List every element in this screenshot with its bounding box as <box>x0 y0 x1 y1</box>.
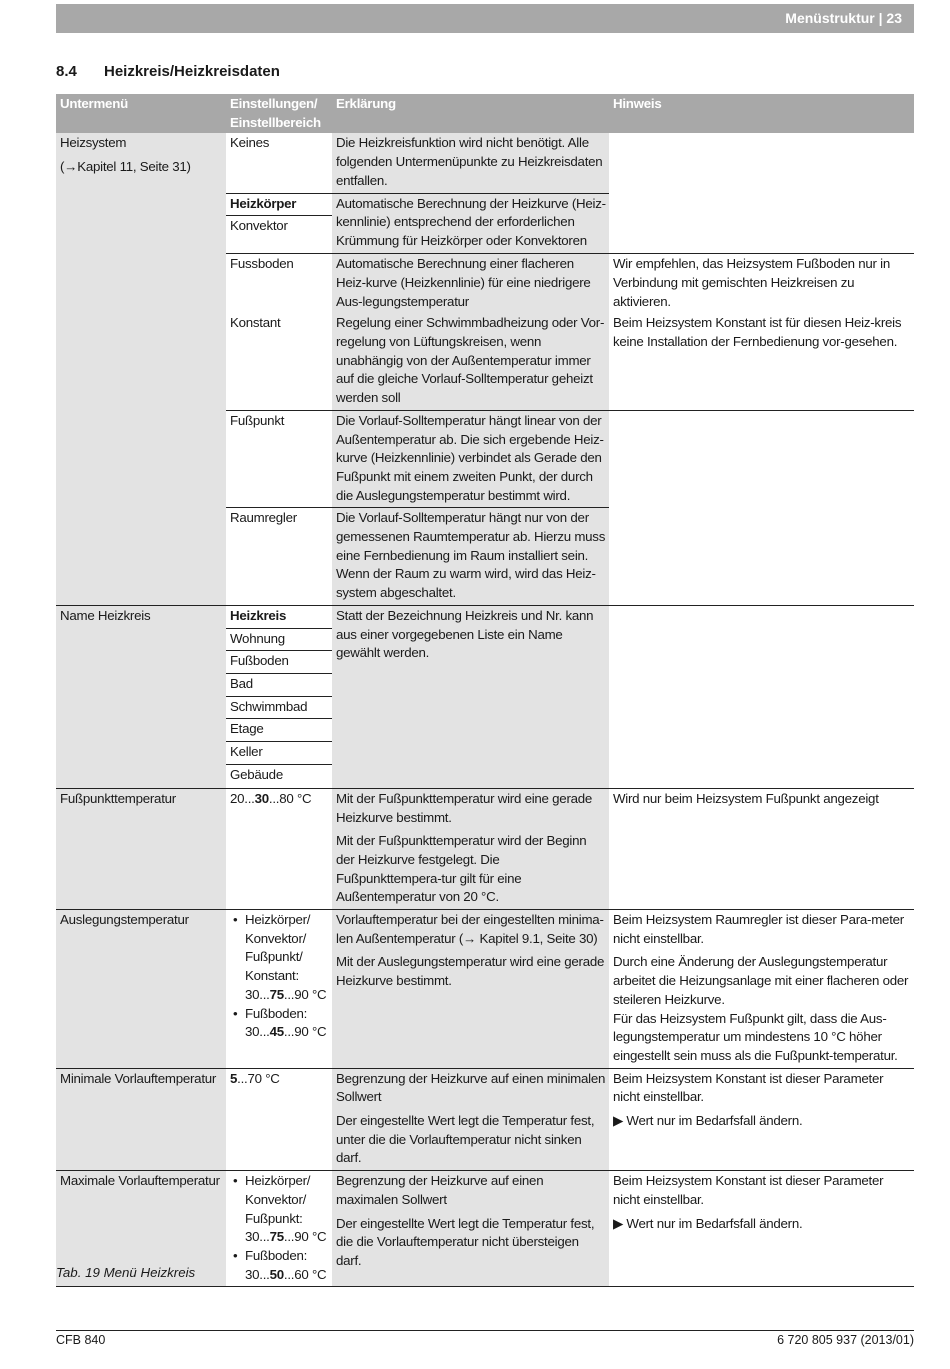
range-text: ...80 °C <box>268 790 312 806</box>
cell-auslegungstemperatur: Auslegungstemperatur <box>56 910 226 1069</box>
hint-fussboden: Wir empfehlen, das Heizsystem Fußboden nur in Verbindung mit gemischten Heizkreisen zu aktivieren. <box>613 256 890 309</box>
hint-empty <box>609 133 914 253</box>
option-gebaeude: Gebäude <box>226 764 332 788</box>
expl-raumregler: Die Vorlauf-Solltemperatur hängt nur von der gemessenen Raumtemperatur ab. Hierzu muss eine Fernbedienung im Raum installiert sein. Wenn der Raum zu warm wird, wird das Heiz-system abgeschaltet. <box>332 508 609 606</box>
range-text: 30... <box>245 1229 270 1245</box>
heizsystem-label: Heizsystem <box>60 135 127 151</box>
table-row <box>56 133 914 193</box>
expl-paragraph: Der eingestellte Wert legt die Temperatur fest, unter die die Vorlauftemperatur nicht sinken darf. <box>336 1113 595 1166</box>
range-item <box>230 1247 329 1284</box>
expl-fusspunkttemperatur <box>332 788 609 909</box>
range-text: ...70 °C <box>237 1070 280 1086</box>
range-list <box>230 1172 329 1284</box>
range-label: Heizkörper/ Konvektor/ Fußpunkt/ Konstant: <box>245 912 311 984</box>
expl-paragraph: Der eingestellte Wert legt die Temperatur fest, die die Vorlauftemperatur nicht übersteigen darf. <box>336 1215 595 1268</box>
hint-paragraph: Beim Heizsystem Raumregler ist dieser Para-meter nicht einstellbar. <box>613 912 904 946</box>
table-caption: Tab. 19 Menü Heizkreis <box>56 1265 196 1280</box>
range-text: 30... <box>245 986 270 1002</box>
setting-keines: Keines <box>226 133 332 193</box>
option-wohnung: Wohnung <box>226 628 332 651</box>
col-header-erklaerung: Erklärung <box>332 94 609 133</box>
hint-instruction: ▶ Wert nur im Bedarfsfall ändern. <box>613 1215 803 1231</box>
col-header-hinweis: Hinweis <box>609 94 914 133</box>
menu-table <box>56 94 914 1287</box>
expl-auslegungstemperatur <box>332 910 609 1069</box>
setting-raumregler: Raumregler <box>226 508 332 606</box>
range-text: ...90 °C <box>283 986 327 1002</box>
expl-heizkoerper: Automatische Berechnung der Heizkurve (Heiz-kennlinie) entsprechend der erforderlichen Krümmung für Heizkörper oder Konvektoren <box>332 193 609 254</box>
cell-fusspunkttemperatur: Fußpunkttemperatur <box>56 788 226 909</box>
range-text: 30... <box>245 1024 270 1040</box>
range-fusspunkttemperatur <box>226 788 332 909</box>
hint-paragraph: Für das Heizsystem Fußpunkt gilt, dass die Aus-legungstemperatur um mindestens 10 °C höher eingestellt sein muss als die Fußpunkt-temperatur. <box>613 1010 898 1063</box>
cell-min-vorlauf: Minimale Vorlauftemperatur <box>56 1068 226 1171</box>
range-text: 30... <box>245 1266 270 1282</box>
table-row <box>56 788 914 909</box>
expl-paragraph: Mit der Fußpunkttemperatur wird eine gerade Heizkurve bestimmt. <box>336 790 593 825</box>
footer-rule <box>56 1330 914 1331</box>
table-header-row <box>56 94 914 133</box>
range-text: ...60 °C <box>283 1266 327 1282</box>
expl-paragraph: Begrenzung der Heizkurve auf einen minimalen Sollwert <box>336 1070 606 1105</box>
expl-fussboden: Automatische Berechnung einer flacheren Heiz-kurve (Heizkennlinie) für eine niedrigere Aus-legungstemperatur <box>332 254 609 314</box>
range-default: 75 <box>269 986 284 1002</box>
setting-fussboden: Fussboden <box>230 256 294 272</box>
range-list <box>230 911 329 1042</box>
hint-fusspunkttemperatur: Wird nur beim Heizsystem Fußpunkt angezeigt <box>609 788 914 909</box>
footer-doc-number: 6 720 805 937 (2013/01) <box>777 1333 914 1347</box>
expl-paragraph: Mit der Auslegungstemperatur wird eine gerade Heizkurve bestimmt. <box>336 954 605 989</box>
hint-empty <box>609 605 914 788</box>
hint-konstant: Beim Heizsystem Konstant ist für diesen Heiz-kreis keine Installation der Fernbedienung vor-gesehen. <box>609 313 914 410</box>
table-row <box>56 1068 914 1171</box>
setting-heizkoerper: Heizkörper <box>226 193 332 216</box>
expl-paragraph: Vorlauftemperatur bei der eingestellten minima-len Außentemperatur (→ Kapitel 9.1, Seite 30) <box>336 912 604 946</box>
section-number: 8.4 <box>56 63 77 80</box>
range-default: 5 <box>230 1070 238 1086</box>
col-header-untermenue: Untermenü <box>56 94 226 133</box>
expl-paragraph: Mit der Fußpunkttemperatur wird der Beginn der Heizkurve festgelegt. Die Fußpunkttempera-tur gilt für eine Außentemperatur von 20 °C. <box>336 833 587 905</box>
setting-konstant: Konstant <box>226 313 332 410</box>
expl-min-vorlauf <box>332 1068 609 1171</box>
hint-min-vorlauf <box>609 1068 914 1171</box>
range-text: ...90 °C <box>283 1229 327 1245</box>
hint-auslegungstemperatur <box>609 910 914 1069</box>
range-min-vorlauf <box>226 1068 332 1171</box>
hint-max-vorlauf <box>609 1171 914 1287</box>
cell-heizsystem <box>56 133 226 605</box>
setting-fusspunkt: Fußpunkt <box>226 410 332 508</box>
cell-name-heizkreis: Name Heizkreis <box>56 605 226 788</box>
heizsystem-ref: (→Kapitel 11, Seite 31) <box>60 159 191 175</box>
option-fussboden: Fußboden <box>226 651 332 674</box>
running-header <box>56 4 914 33</box>
setting-konvektor: Konvektor <box>226 216 332 254</box>
hint-paragraph: Durch eine Änderung der Auslegungstemperatur arbeitet die Heizungsanlage mit einer flacheren oder steileren Heizkurve. <box>613 954 909 1007</box>
hint-paragraph: Beim Heizsystem Konstant ist dieser Parameter nicht einstellbar. <box>613 1070 884 1105</box>
range-label: Fußboden: <box>245 1247 308 1263</box>
table-row <box>56 605 914 628</box>
footer-product: CFB 840 <box>56 1333 106 1347</box>
range-label: Fußboden: <box>245 1005 308 1021</box>
range-max-vorlauf <box>226 1171 332 1287</box>
cell-max-vorlauf: Maximale Vorlauftemperatur <box>56 1171 226 1287</box>
section-title <box>56 63 280 80</box>
option-etage: Etage <box>226 719 332 742</box>
range-item <box>230 1172 329 1247</box>
expl-fusspunkt: Die Vorlauf-Solltemperatur hängt linear von der Außentemperatur ab. Die sich ergebende Heiz-kurve (Heizkennlinie) verbindet als Gerade den Fußpunkt mit einem zweiten Punkt, der durch die Auslegungstemperatur bestimmt wird. <box>332 410 609 508</box>
expl-keines: Die Heizkreisfunktion wird nicht benötigt. Alle folgenden Untermenüpunkte zu Heizkreisdaten entfallen. <box>332 133 609 193</box>
hint-paragraph: Beim Heizsystem Konstant ist dieser Parameter nicht einstellbar. <box>613 1173 884 1207</box>
range-default: 50 <box>269 1266 284 1282</box>
table-row <box>56 910 914 1069</box>
range-text: ...90 °C <box>283 1024 327 1040</box>
expl-name-heizkreis: Statt der Bezeichnung Heizkreis und Nr. kann aus einer vorgegebenen Liste ein Name gewählt werden. <box>332 605 609 788</box>
range-label: Heizkörper/ Konvektor/ Fußpunkt: <box>245 1173 311 1226</box>
expl-max-vorlauf <box>332 1171 609 1287</box>
running-head: Menüstruktur | 23 <box>785 10 902 26</box>
option-keller: Keller <box>226 742 332 765</box>
range-auslegungstemperatur <box>226 910 332 1069</box>
range-default: 75 <box>269 1229 284 1245</box>
expl-konstant: Regelung einer Schwimmbadheizung oder Vor-regelung von Lüftungskreisen, wenn unabhängig von der Außentemperatur immer auf die gleiche Vorlauf-Solltemperatur geheizt werden soll <box>332 313 609 410</box>
section-heading: Heizkreis/Heizkreisdaten <box>104 63 280 80</box>
option-schwimmbad: Schwimmbad <box>226 696 332 719</box>
range-text: 20... <box>230 790 255 806</box>
option-heizkreis: Heizkreis <box>226 605 332 628</box>
col-header-einstellungen: Einstellungen/ Einstellbereich <box>226 94 332 133</box>
hint-instruction: ▶ Wert nur im Bedarfsfall ändern. <box>613 1113 803 1129</box>
hint-empty <box>609 410 914 605</box>
option-bad: Bad <box>226 673 332 696</box>
expl-paragraph: Begrenzung der Heizkurve auf einen maximalen Sollwert <box>336 1173 544 1207</box>
range-default: 45 <box>269 1024 284 1040</box>
range-default: 30 <box>254 790 269 806</box>
range-item <box>230 1005 329 1042</box>
range-item <box>230 911 329 1005</box>
